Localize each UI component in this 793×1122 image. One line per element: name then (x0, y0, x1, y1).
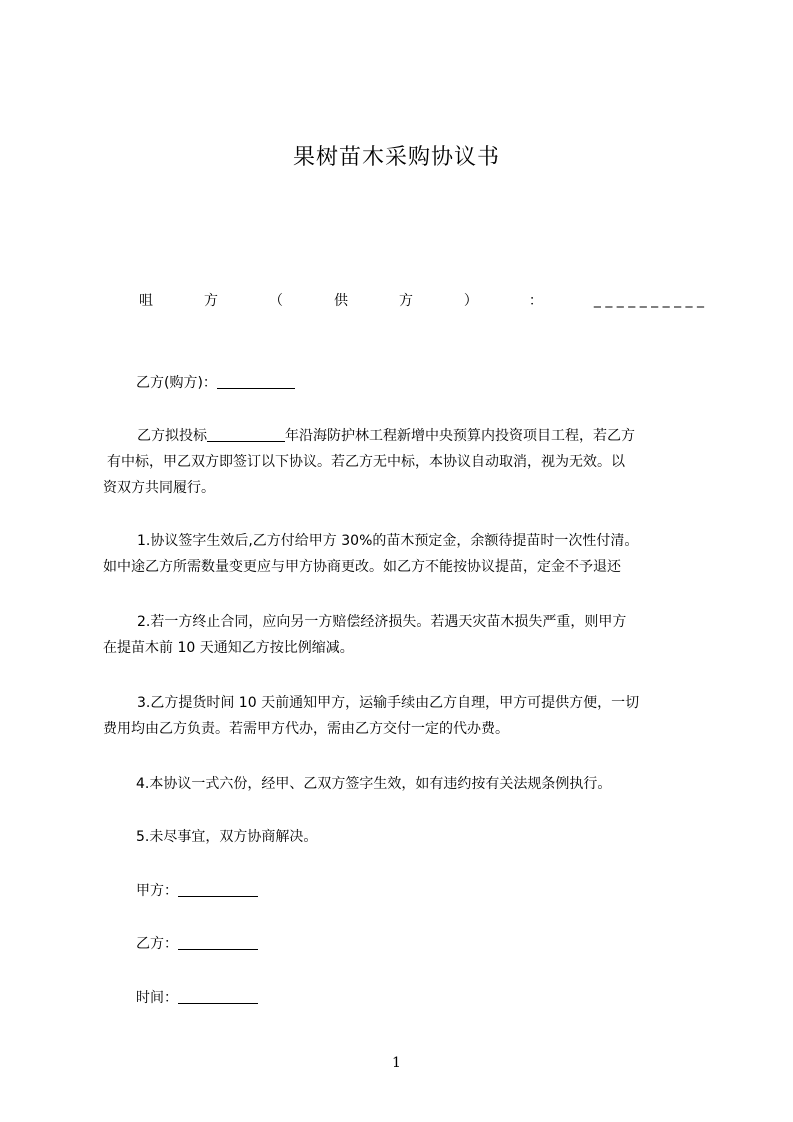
sign-time-blank (178, 989, 258, 1004)
party-a-char: ） (463, 293, 478, 309)
sign-party-a (136, 880, 258, 900)
clause-2-text: 2.若一方终止合同，应向另一方赔偿经济损失。若遇天灾苗木损失严重，则甲方 (137, 614, 627, 630)
party-a-blank (594, 292, 704, 308)
party-a-char: ： (528, 293, 543, 309)
blank-dash: _ (685, 292, 693, 308)
clause-3-line-2: 费用均由乙方负责。若需甲方代办，需由乙方交付一定的代办费。 (103, 721, 509, 737)
clause-1-line-2: 如中途乙方所需数量变更应与甲方协商更改。如乙方不能按协议提苗，定金不予退还 (103, 559, 621, 575)
intro-line-1 (103, 423, 703, 449)
party-a-char: 方 (203, 293, 218, 309)
party-a-char: 方 (398, 293, 413, 309)
blank-dash: _ (662, 292, 670, 308)
document-title: 果树苗木采购协议书 (292, 145, 500, 170)
clause-1 (103, 528, 703, 580)
clause-1-line-1 (103, 528, 703, 554)
clause-3-line-1 (103, 690, 703, 716)
blank-dash: _ (593, 292, 601, 308)
blank-dash: _ (639, 292, 647, 308)
party-a-line (139, 290, 704, 310)
sign-party-a-label: 甲方： (136, 883, 178, 899)
clause-3-text: 3.乙方提货时间 10 天前通知甲方，运输手续由乙方自理，甲方可提供方便，一切 (137, 695, 640, 711)
clause-3 (103, 690, 703, 742)
blank-dash: _ (616, 292, 624, 308)
sign-party-a-blank (178, 882, 258, 897)
page-number: 1 (392, 1055, 401, 1071)
sign-party-b-blank (178, 935, 258, 950)
party-b-blank (217, 374, 295, 389)
blank-dash: _ (674, 292, 682, 308)
clause-5: 5.未尽事宜，双方协商解决。 (136, 829, 318, 845)
intro-blank (207, 427, 285, 442)
intro-text-1: 乙方拟投标 (137, 428, 207, 444)
party-b-line (136, 372, 295, 392)
blank-dash: _ (696, 292, 704, 308)
clause-2 (103, 609, 703, 661)
sign-party-b-label: 乙方： (136, 936, 178, 952)
clause-1-text: 1.协议签字生效后,乙方付给甲方 30%的苗木预定金，余额待提苗时一次性付清。 (137, 533, 639, 549)
party-b-label: 乙方(购方)： (136, 375, 217, 391)
party-a-char: 供 (333, 293, 348, 309)
intro-paragraph (103, 423, 703, 501)
intro-line-3: 资双方共同履行。 (103, 480, 215, 496)
clause-2-line-1 (103, 609, 703, 635)
sign-time-label: 时间： (136, 990, 178, 1006)
party-a-char: （ (268, 293, 283, 309)
blank-dash: _ (628, 292, 636, 308)
sign-party-b (136, 933, 258, 953)
clause-4: 4.本协议一式六份，经甲、乙双方签字生效，如有违约按有关法规条例执行。 (136, 776, 612, 792)
blank-dash: _ (651, 292, 659, 308)
blank-dash: _ (605, 292, 613, 308)
intro-text-2: 年沿海防护林工程新增中央预算内投资项目工程，若乙方 (285, 428, 635, 444)
intro-line-2: 有中标，甲乙双方即签订以下协议。若乙方无中标，本协议自动取消，视为无效。以 (107, 454, 625, 470)
party-a-char: 咀 (139, 293, 153, 309)
clause-2-line-2: 在提苗木前 10 天通知乙方按比例缩减。 (103, 640, 354, 656)
sign-time (136, 987, 258, 1007)
